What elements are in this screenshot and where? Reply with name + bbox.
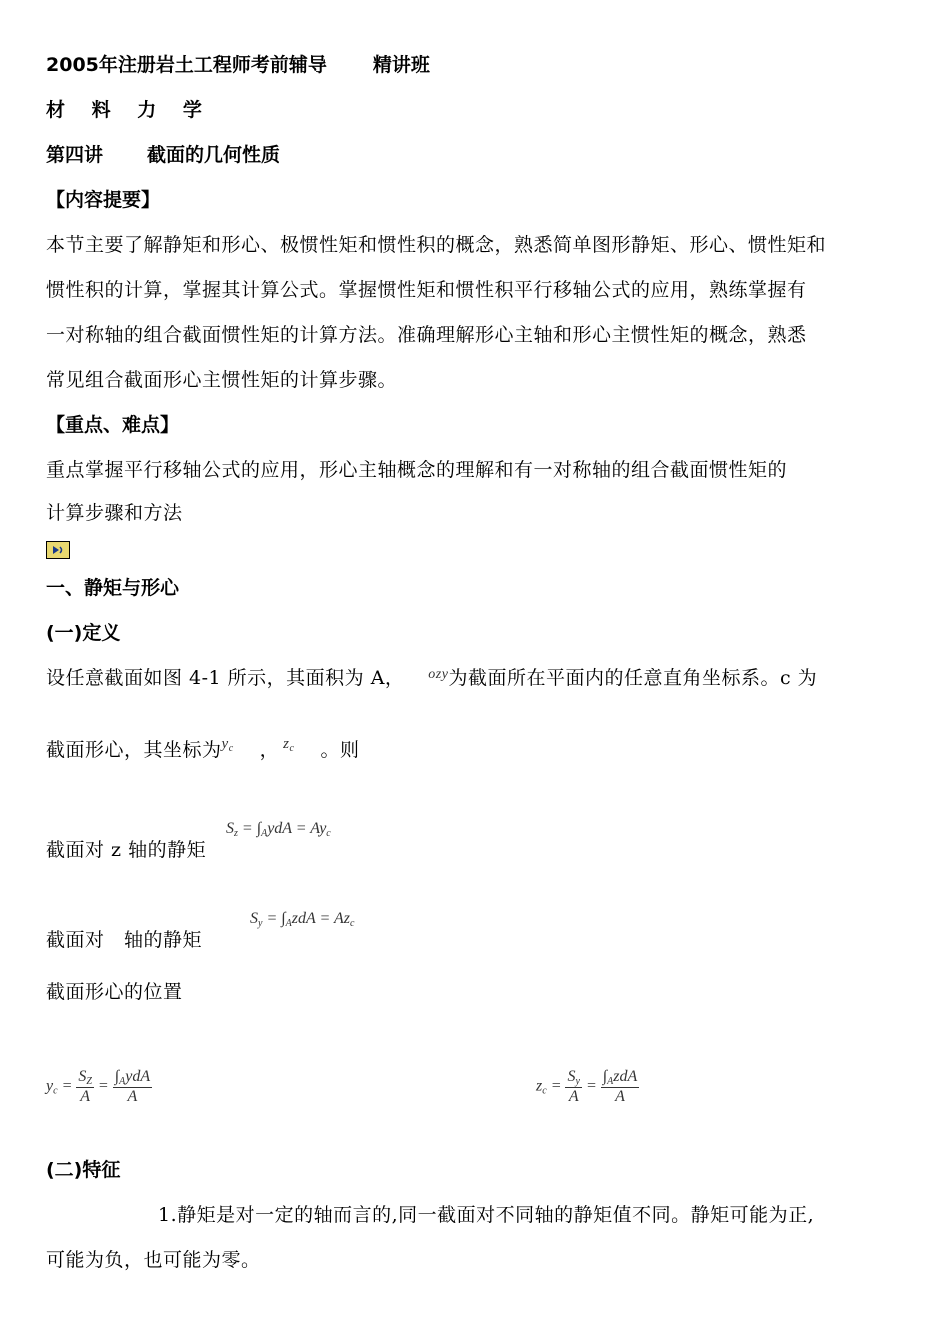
key-points-line: 重点掌握平行移轴公式的应用，形心主轴概念的理解和有一对称轴的组合截面惯性矩的 — [46, 459, 788, 481]
feature-line: 1.静矩是对一定的轴而言的,同一截面对不同轴的静矩值不同。静矩可能为正, — [158, 1204, 815, 1226]
definition-text: 。则 — [320, 739, 360, 761]
sy-label: 截面对 轴的静矩 — [46, 929, 203, 951]
class-label: 精讲班 — [372, 54, 430, 76]
lecture-heading — [46, 140, 280, 167]
sy-formula: $S_y = \int_AzdA = Az_c$ — [250, 910, 355, 929]
comma: ， — [259, 739, 280, 761]
definition-text: 截面形心，其坐标为 — [46, 739, 222, 761]
centroid-zc-symbol: zc — [283, 736, 295, 754]
sz-label: 截面对 z 轴的静矩 — [46, 839, 207, 861]
definition-text: 为截面所在平面内的任意直角坐标系。c 为 — [448, 667, 818, 689]
document-title — [46, 50, 430, 77]
section-heading: 一、静矩与形心 — [46, 577, 180, 599]
definition-line-2 — [46, 735, 359, 762]
course-title: 2005年注册岩土工程师考前辅导 — [46, 54, 327, 76]
subsection-characteristics: (二)特征 — [46, 1159, 121, 1181]
zc-formula: $z_c$ = $\frac{S_y}{A}$ = $\frac{\int_AzdA}{A}$ — [536, 1068, 638, 1105]
subject-heading: 材 料 力 学 — [46, 99, 212, 121]
definition-text: 设任意截面如图 4-1 所示，其面积为 A， — [46, 667, 405, 689]
summary-line: 本节主要了解静矩和形心、极惯性矩和惯性积的概念，熟悉简单图形静矩、形心、惯性矩和 — [46, 234, 827, 256]
audio-link-icon[interactable] — [46, 541, 70, 559]
summary-line: 常见组合截面形心主惯性矩的计算步骤。 — [46, 369, 398, 391]
lecture-title: 截面的几何性质 — [147, 144, 281, 166]
definition-line-1 — [46, 663, 817, 690]
centroid-label: 截面形心的位置 — [46, 981, 183, 1003]
speaker-icon — [50, 544, 66, 556]
subsection-definition: (一)定义 — [46, 622, 121, 644]
key-points-heading: 【重点、难点】 — [46, 414, 180, 436]
centroid-yc-symbol: yc — [221, 736, 234, 754]
sz-formula: $S_z = \int_AydA = Ay_c$ — [226, 820, 331, 839]
summary-line: 一对称轴的组合截面惯性矩的计算方法。准确理解形心主轴和形心主惯性矩的概念，熟悉 — [46, 324, 807, 346]
lecture-number: 第四讲 — [46, 144, 104, 166]
feature-line: 可能为负，也可能为零。 — [46, 1249, 261, 1271]
coordinate-system-symbol: ozy — [428, 667, 449, 682]
summary-line: 惯性积的计算，掌握其计算公式。掌握惯性矩和惯性积平行移轴公式的应用，熟练掌握有 — [46, 279, 807, 301]
key-points-line: 计算步骤和方法 — [46, 502, 183, 524]
summary-heading: 【内容提要】 — [46, 189, 161, 211]
yc-formula: $y_c$ = $\frac{S_Z}{A}$ = $\frac{\int_AydA}{A}$ — [46, 1068, 151, 1105]
